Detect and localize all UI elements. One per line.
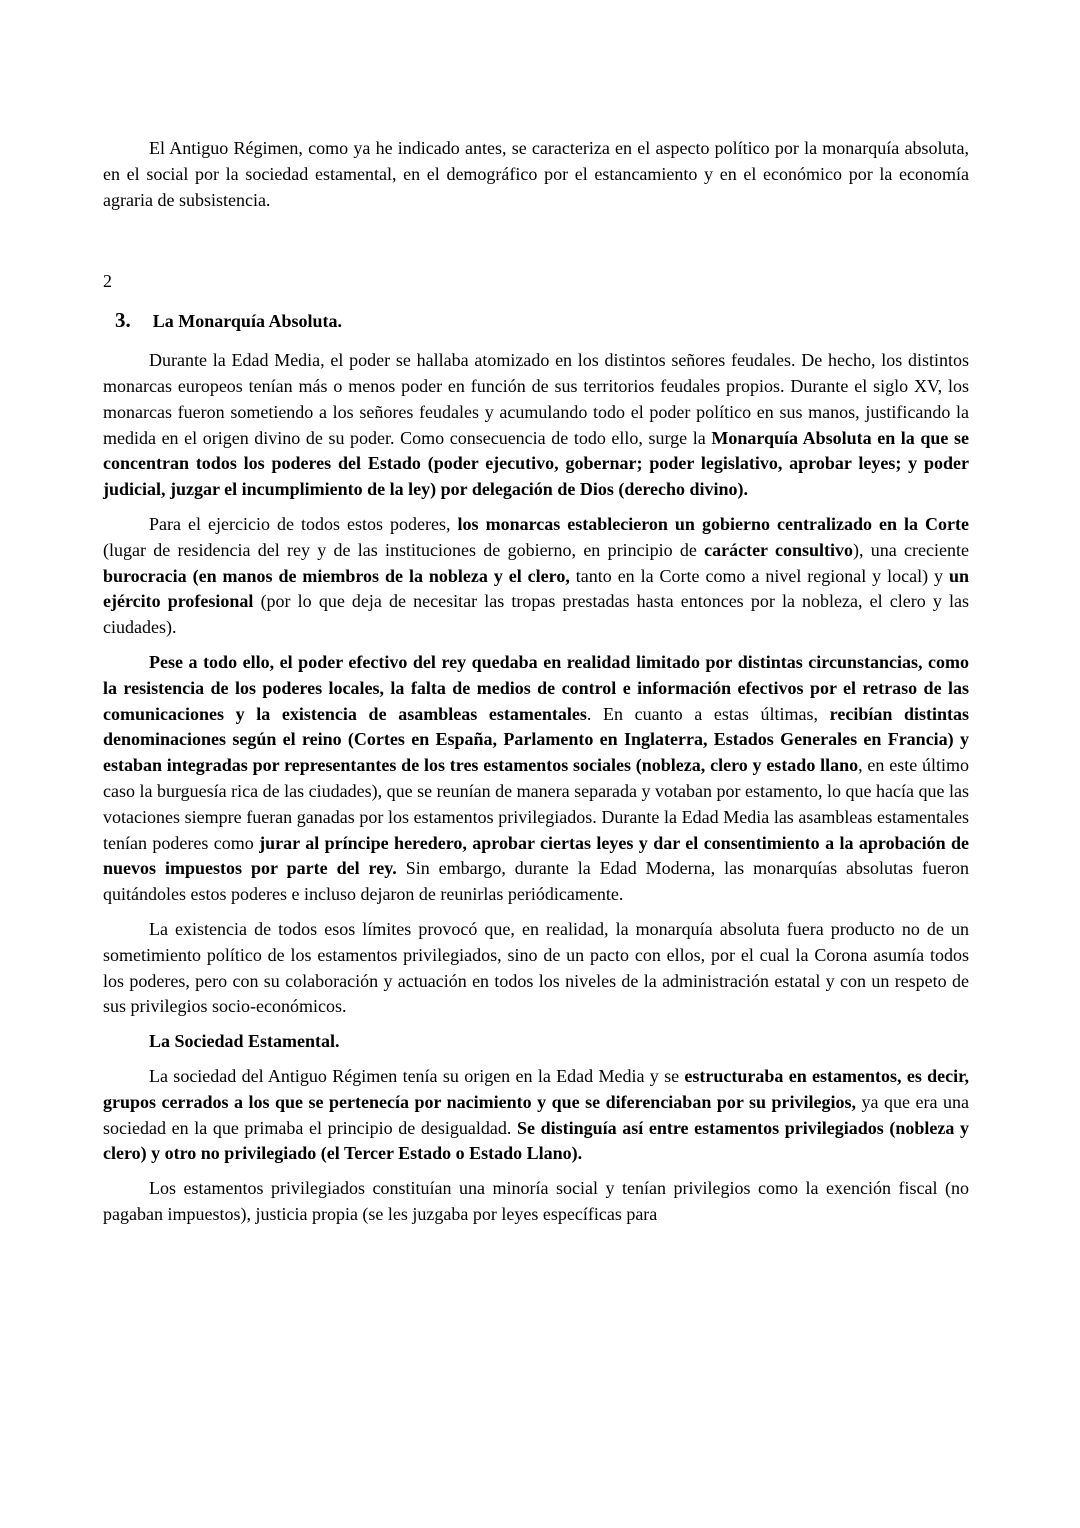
paragraph-limites-poder: Pese a todo ello, el poder efectivo del rey quedaba en realidad limitado por distintas circunstancias, como la resistencia de los poderes locales, la falta de medios de control e información efectivos por el retraso de las comunicaciones y la existencia de asambleas estamentales. En cuanto a estas últimas, recibían distintas denominaciones según el reino (Cortes en España, Parlamento en Inglaterra, Estados Generales en Francia) y estaban integradas por representantes de los tres estamentos sociales (nobleza, clero y estado llano, en este último caso la burguesía rica de las ciudades), que se reunían de manera separada y votaban por estamento, lo que hacía que las votaciones siempre fueran ganadas por los estamentos privilegiados. Durante la Edad Media las asambleas estamentales tenían poderes como jurar al príncipe heredero, aprobar ciertas leyes y dar el consentimiento a la aprobación de nuevos impuestos por parte del rey. Sin embargo, durante la Edad Moderna, las monarquías absolutas fueron quitándoles estos poderes e incluso dejaron de reunirlas periódicamente. [103, 651, 970, 905]
section-heading [103, 305, 969, 338]
section-title: La Monarquía Absoluta. [152, 311, 342, 332]
paragraph-gobierno-centralizado: Para el ejercicio de todos estos poderes, los monarcas establecieron un gobierno centralizado en la Corte (lugar de residencia del rey y de las instituciones de gobierno, en principio de carácter consultivo), una creciente burocracia (en manos de miembros de la nobleza y el clero, tanto en la Corte como a nivel regional y local) y un ejército profesional (por lo que deja de necesitar las tropas prestadas hasta entonces por la nobleza, el clero y las ciudades). [103, 513, 970, 638]
paragraph-pacto-corona: La existencia de todos esos límites provocó que, en realidad, la monarquía absoluta fuera producto no de un sometimiento político de los estamentos privilegiados, sino de un pacto con ellos, por el cual la Corona asumía todos los poderes, pero con su colaboración y actuación en todos los niveles de la administración estatal y con un respeto de sus privilegios socio-económicos. [103, 918, 969, 1017]
paragraph-monarquia-origen: Durante la Edad Media, el poder se hallaba atomizado en los distintos señores feudales. De hecho, los distintos monarcas europeos tenían más o menos poder en función de sus territorios feudales propios. Durante el siglo XV, los monarcas fueron sometiendo a los señores feudales y acumulando todo el poder político en sus manos, justificando la medida en el origen divino de su poder. Como consecuencia de todo ello, surge la Monarquía Absoluta en la que se concentran todos los poderes del Estado (poder ejecutivo, gobernar; poder legislativo, aprobar leyes; y poder judicial, juzgar el incumplimiento de la ley) por delegación de Dios (derecho divino). [103, 350, 969, 500]
document-content [103, 136, 969, 1237]
page-number: 2 [103, 271, 112, 292]
section-number: 3. [115, 308, 131, 333]
subsection-heading: La Sociedad Estamental. [149, 1031, 340, 1052]
intro-paragraph: El Antiguo Régimen, como ya he indicado antes, se caracteriza en el aspecto político por la monarquía absoluta, en el social por la sociedad estamental, en el demográfico por el estancamiento y en el económico por la economía agraria de subsistencia. [103, 138, 969, 210]
paragraph-estamentos-privilegiados: Los estamentos privilegiados constituían una minoría social y tenían privilegios como la exención fiscal (no pagaban impuestos), justicia propia (se les juzgaba por leyes específicas para [103, 1178, 969, 1224]
paragraph-sociedad-estamental: La sociedad del Antiguo Régimen tenía su origen en la Edad Media y se estructuraba en estamentos, es decir, grupos cerrados a los que se pertenecía por nacimiento y que se diferenciaban por su privilegios, ya que era una sociedad en la que primaba el principio de desigualdad. Se distinguía así entre estamentos privilegiados (nobleza y clero) y otro no privilegiado (el Tercer Estado o Estado Llano). [103, 1065, 969, 1164]
